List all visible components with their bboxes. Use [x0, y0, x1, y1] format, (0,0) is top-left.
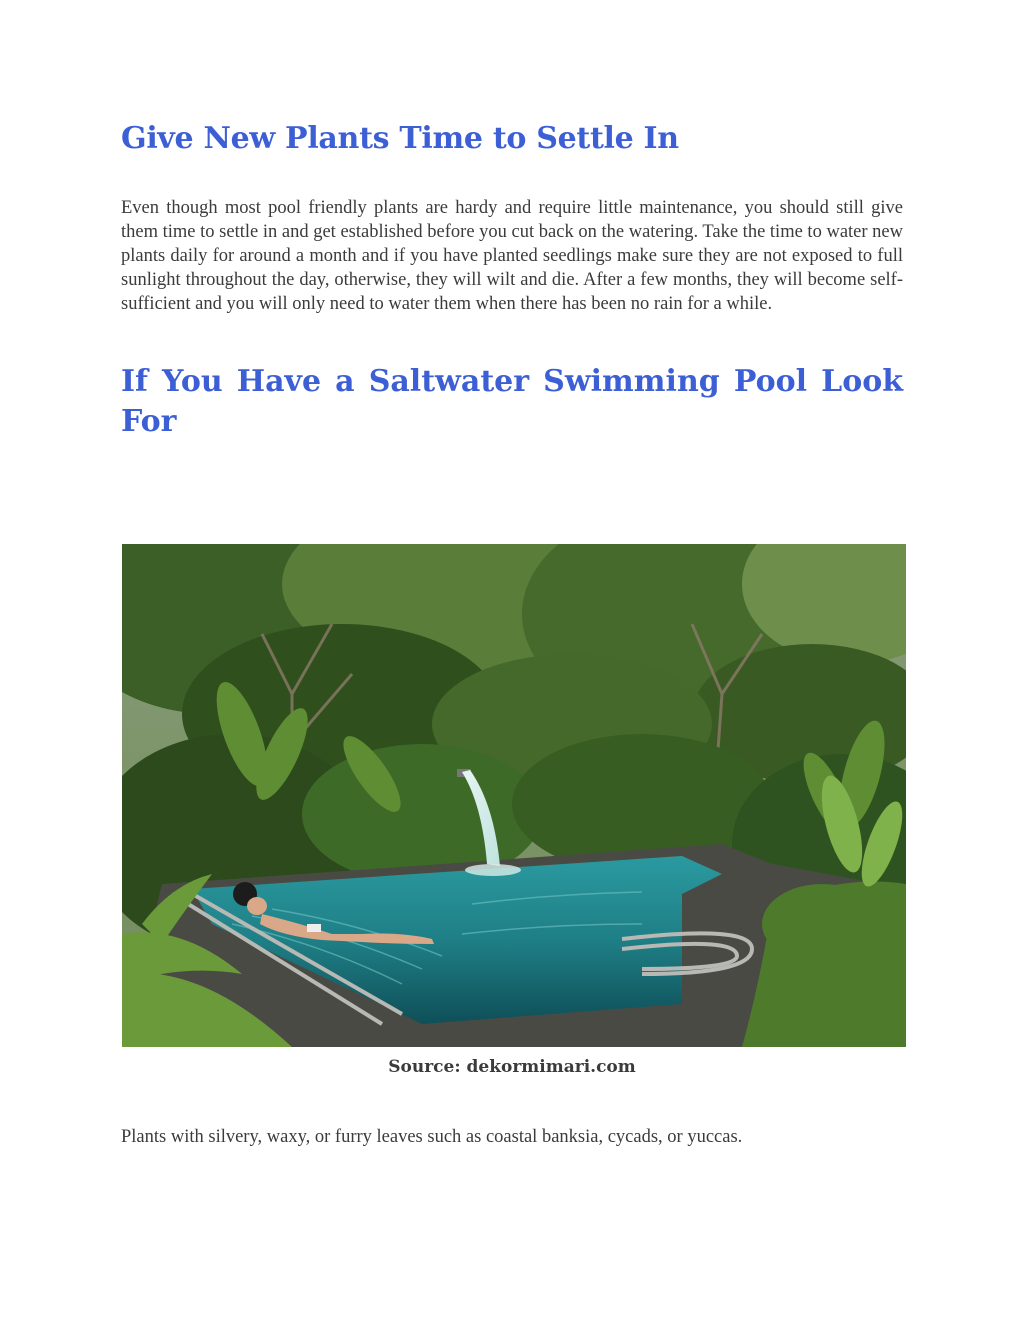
pool-garden-photo — [122, 544, 906, 1047]
paragraph-settle-in: Even though most pool friendly plants are hardy and require little maintenance, you should still give them time to settle in and get established before you cut back on the watering. Take the time to water new plants daily for around a month and if you have planted seedlings make sure they are not exposed to full sunlight throughout the day, otherwise, they will wilt and die. After a few months, they will become self-sufficient and you will only need to water them when there has been no rain for a while. — [121, 198, 903, 314]
paragraph-saltwater-plants: Plants with silvery, waxy, or furry leaves such as coastal banksia, cycads, or yuccas. — [121, 1127, 743, 1147]
section-heading-saltwater: If You Have a Saltwater Swimming Pool Look For — [121, 364, 903, 439]
photo-caption: Source: dekormimari.com — [388, 1057, 636, 1077]
section-heading-settle-in: Give New Plants Time to Settle In — [121, 121, 679, 156]
